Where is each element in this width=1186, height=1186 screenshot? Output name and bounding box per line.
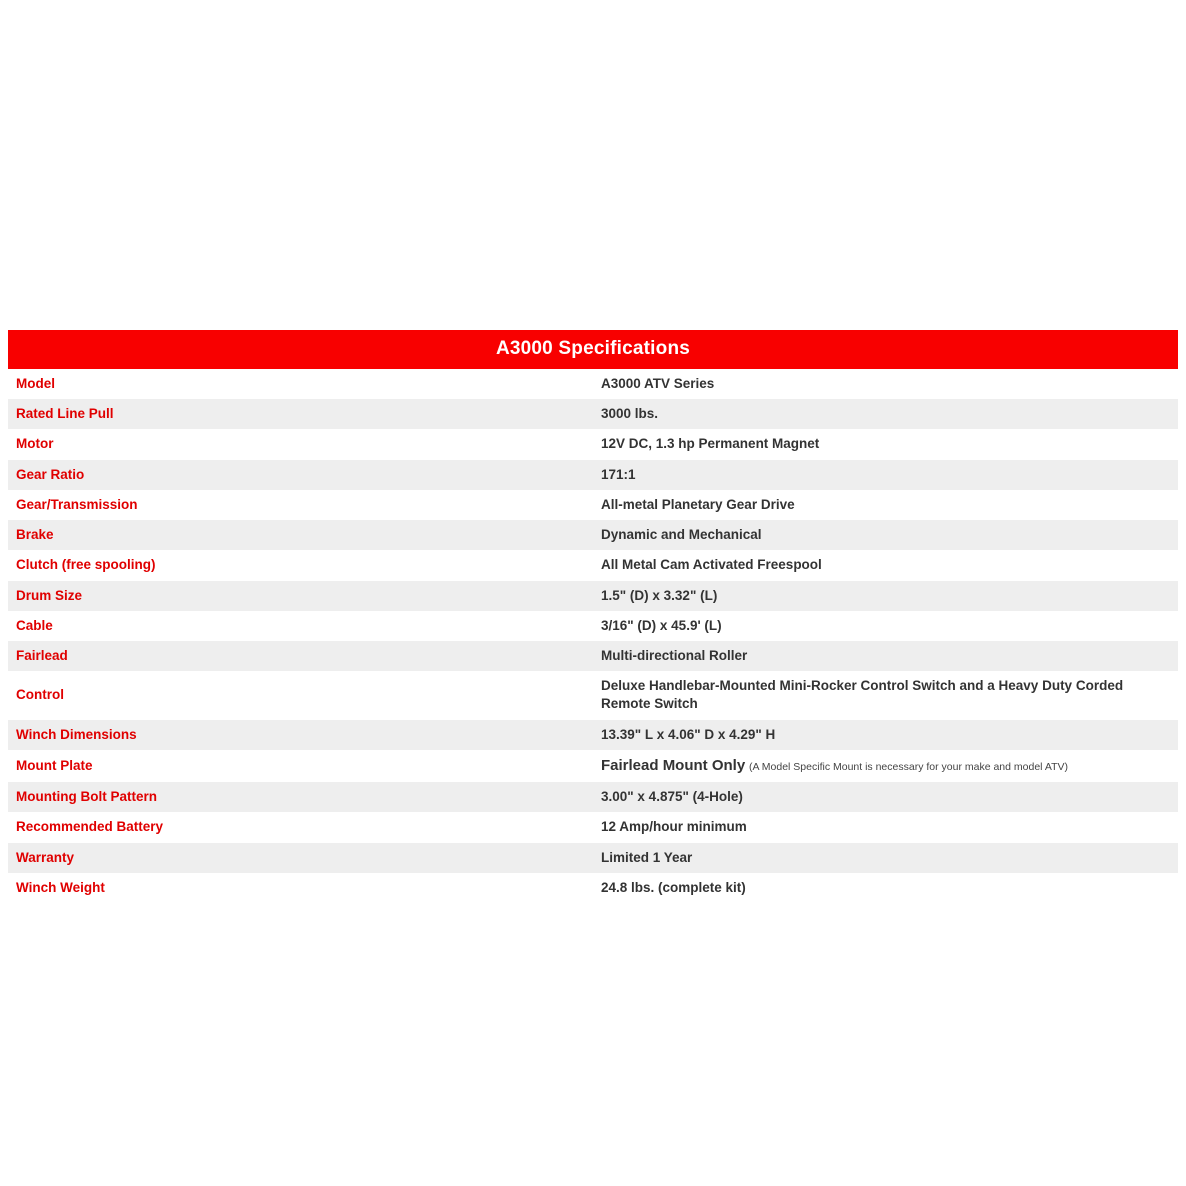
spec-value: All-metal Planetary Gear Drive xyxy=(593,490,1178,520)
spec-label: Gear Ratio xyxy=(8,460,593,490)
spec-label: Control xyxy=(8,671,593,719)
spec-value-note: (A Model Specific Mount is necessary for your make and model ATV) xyxy=(748,760,1068,773)
table-row xyxy=(8,429,1178,459)
spec-label: Gear/Transmission xyxy=(8,490,593,520)
spec-value: Limited 1 Year xyxy=(593,843,1178,873)
spec-label: Rated Line Pull xyxy=(8,399,593,429)
spec-value: A3000 ATV Series xyxy=(593,369,1178,399)
table-row xyxy=(8,671,1178,719)
spec-value-main: Fairlead Mount Only xyxy=(601,756,746,774)
spec-label: Clutch (free spooling) xyxy=(8,550,593,580)
table-header-row xyxy=(8,330,1178,369)
table-row xyxy=(8,399,1178,429)
spec-value: 3000 lbs. xyxy=(593,399,1178,429)
spec-value: 24.8 lbs. (complete kit) xyxy=(593,873,1178,903)
spec-label: Drum Size xyxy=(8,581,593,611)
spec-value xyxy=(593,750,1178,782)
spec-value: 3/16" (D) x 45.9' (L) xyxy=(593,611,1178,641)
spec-value: 1.5" (D) x 3.32" (L) xyxy=(593,581,1178,611)
table-row xyxy=(8,611,1178,641)
table-row xyxy=(8,843,1178,873)
spec-value: 13.39" L x 4.06" D x 4.29" H xyxy=(593,720,1178,750)
spec-label: Brake xyxy=(8,520,593,550)
spec-value: All Metal Cam Activated Freespool xyxy=(593,550,1178,580)
spec-label: Mount Plate xyxy=(8,750,593,782)
spec-value: 171:1 xyxy=(593,460,1178,490)
table-row xyxy=(8,812,1178,842)
table-row xyxy=(8,782,1178,812)
spec-value: Dynamic and Mechanical xyxy=(593,520,1178,550)
table-row xyxy=(8,581,1178,611)
spec-label: Fairlead xyxy=(8,641,593,671)
spec-value: 12V DC, 1.3 hp Permanent Magnet xyxy=(593,429,1178,459)
spec-label: Cable xyxy=(8,611,593,641)
table-row xyxy=(8,490,1178,520)
specifications-table xyxy=(8,330,1178,903)
table-body xyxy=(8,369,1178,903)
table-row xyxy=(8,873,1178,903)
table-row xyxy=(8,520,1178,550)
spec-label: Warranty xyxy=(8,843,593,873)
spec-label: Winch Weight xyxy=(8,873,593,903)
spec-value: Multi-directional Roller xyxy=(593,641,1178,671)
spec-label: Model xyxy=(8,369,593,399)
spec-label: Winch Dimensions xyxy=(8,720,593,750)
table-title: A3000 Specifications xyxy=(8,330,1178,369)
specifications-panel xyxy=(8,330,1178,903)
table-row xyxy=(8,720,1178,750)
table-row xyxy=(8,750,1178,782)
table-row xyxy=(8,550,1178,580)
spec-label: Mounting Bolt Pattern xyxy=(8,782,593,812)
table-row xyxy=(8,460,1178,490)
spec-label: Motor xyxy=(8,429,593,459)
table-row xyxy=(8,641,1178,671)
spec-label: Recommended Battery xyxy=(8,812,593,842)
spec-value: 12 Amp/hour minimum xyxy=(593,812,1178,842)
spec-value: Deluxe Handlebar-Mounted Mini-Rocker Control Switch and a Heavy Duty Corded Remote Switch xyxy=(593,671,1178,719)
table-row xyxy=(8,369,1178,399)
spec-value: 3.00" x 4.875" (4-Hole) xyxy=(593,782,1178,812)
